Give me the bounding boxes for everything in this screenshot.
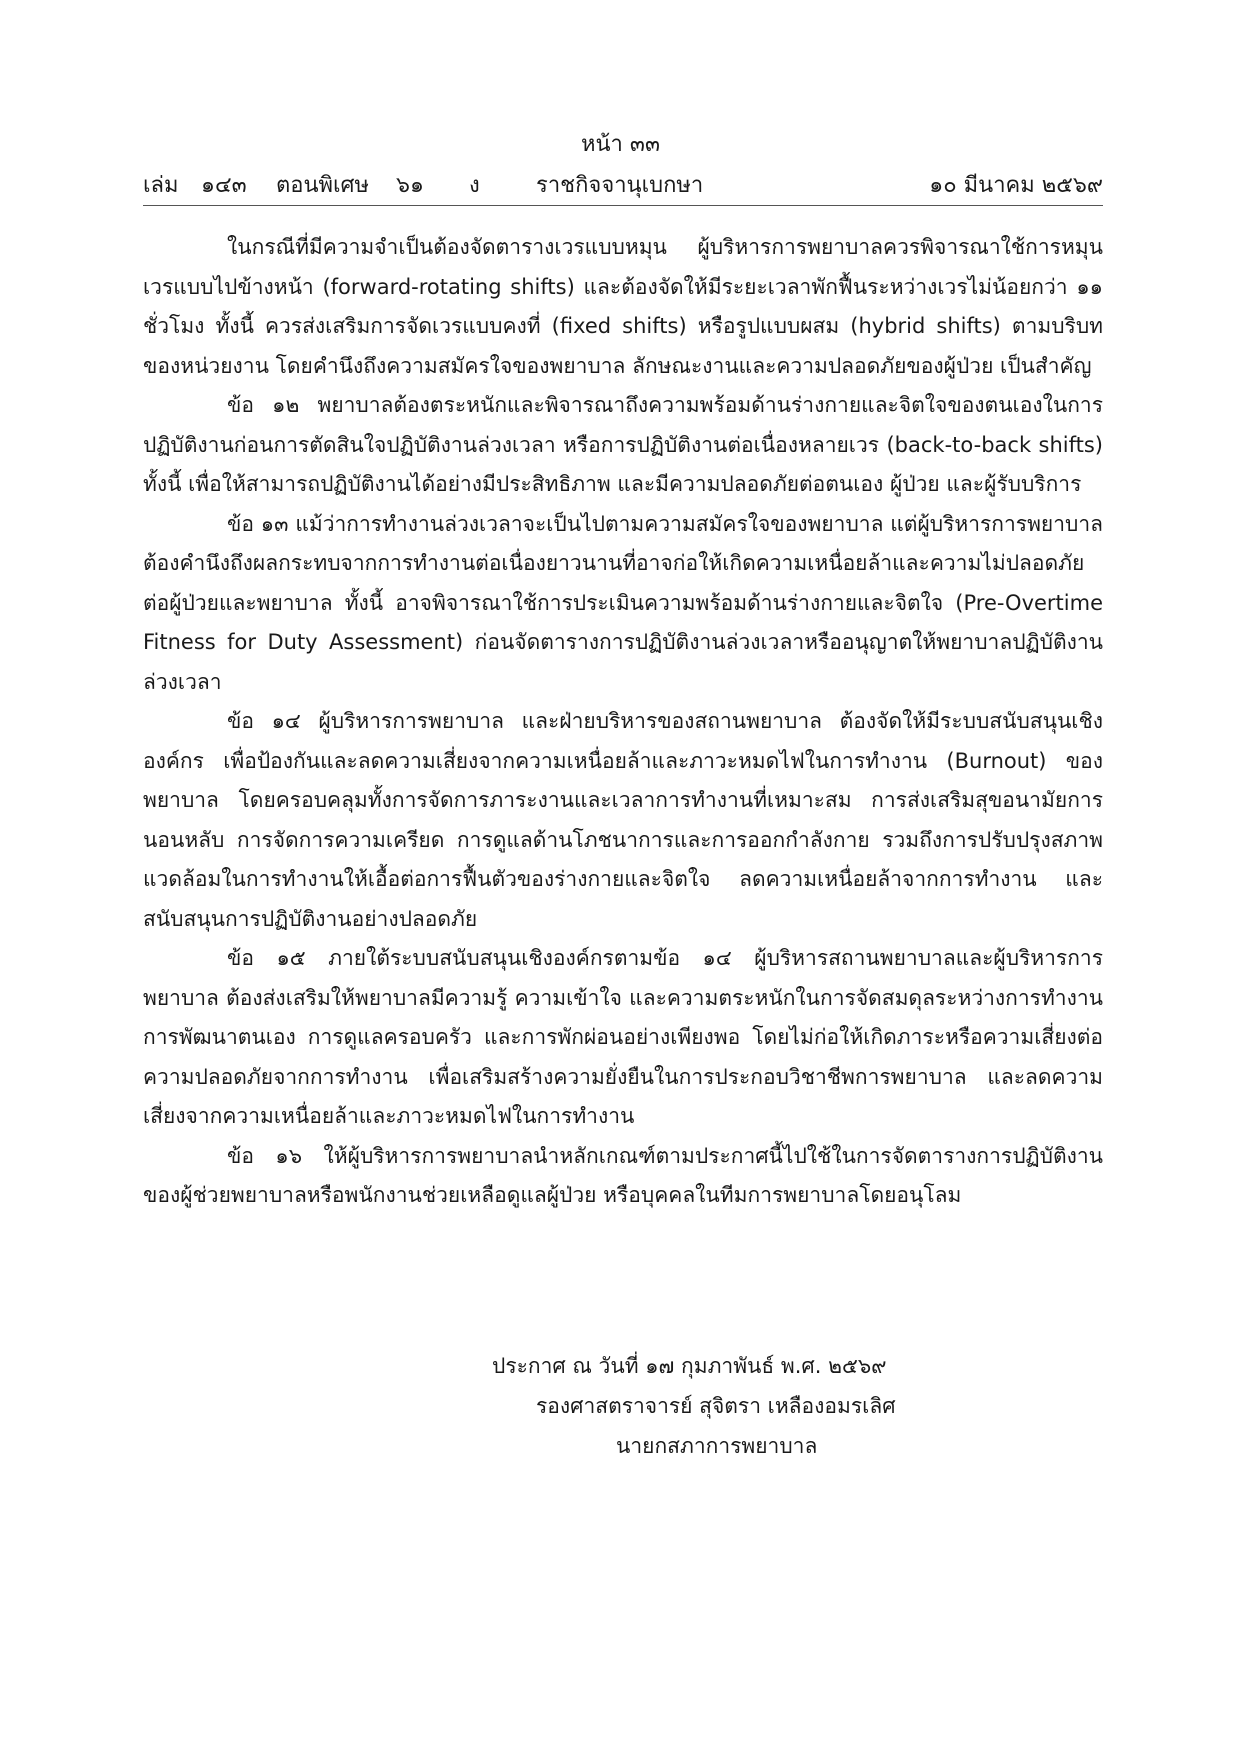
issue-label: ตอนพิเศษ: [276, 173, 370, 198]
paragraph-clause-13: ข้อ ๑๓ แม้ว่าการทำงานล่วงเวลาจะเป็นไปตามความสมัครใจของพยาบาล แต่ผู้บริหารการพยาบาล ต้องคำนึงถึงผลกระทบจากการทำงานต่อเนื่องยาวนานที่อาจก่อให้เกิดความเหนื่อยล้าและความไม่ปลอดภัยต่อผู้ป่วยและพยาบาล ทั้งนี้ อาจพิจารณาใช้การประเมินความพร้อมด้านร่างกายและจิตใจ (Pre-Overtime Fitness for Duty Assessment) ก่อนจัดตารางการปฏิบัติงานล่วงเวลาหรืออนุญาตให้พยาบาลปฏิบัติงานล่วงเวลา: [143, 511, 1103, 694]
announcement-date: ประกาศ ณ วันที่ ๑๗ กุมภาพันธ์ พ.ศ. ๒๕๖๙: [492, 1354, 887, 1378]
signatory-name: รองศาสตราจารย์ สุจิตรา เหลืองอมรเลิศ: [536, 1394, 896, 1418]
paragraph-rotating-shifts: ในกรณีที่มีความจำเป็นต้องจัดตารางเวรแบบหมุน ผู้บริหารการพยาบาลควรพิจารณาใช้การหมุนเวรแบบไปข้างหน้า (forward-rotating shifts) และต้องจัดให้มีระยะเวลาพักฟื้นระหว่างเวรไม่น้อยกว่า ๑๑ ชั่วโมง ทั้งนี้ ควรส่งเสริมการจัดเวรแบบคงที่ (fixed shifts) หรือรูปแบบผสม (hybrid shifts) ตามบริบทของหน่วยงาน โดยคำนึงถึงความสมัครใจของพยาบาล ลักษณะงานและความปลอดภัยของผู้ป่วย เป็นสำคัญ: [143, 235, 1103, 378]
signatory-title: นายกสภาการพยาบาล: [616, 1434, 818, 1458]
paragraph-clause-16: ข้อ ๑๖ ให้ผู้บริหารการพยาบาลนำหลักเกณฑ์ตามประกาศนี้ไปใช้ในการจัดตารางการปฏิบัติงานของผู้ช่วยพยาบาลหรือพนักงานช่วยเหลือดูแลผู้ป่วย หรือบุคคลในทีมการพยาบาลโดยอนุโลม: [143, 1143, 1103, 1207]
issue-number: ๖๑: [396, 173, 424, 198]
volume-number: ๑๔๓: [201, 173, 247, 198]
signature-block: [440, 1346, 1000, 1466]
paragraph-clause-12: ข้อ ๑๒ พยาบาลต้องตระหนักและพิจารณาถึงความพร้อมด้านร่างกายและจิตใจของตนเองในการปฏิบัติงานก่อนการตัดสินใจปฏิบัติงานล่วงเวลา หรือการปฏิบัติงานต่อเนื่องหลายเวร (back-to-back shifts) ทั้งนี้ เพื่อให้สามารถปฏิบัติงานได้อย่างมีประสิทธิภาพ และมีความปลอดภัยต่อตนเอง ผู้ป่วย และผู้รับบริการ: [143, 393, 1103, 496]
page-number: หน้า ๓๓: [581, 132, 660, 157]
paragraph-clause-14: ข้อ ๑๔ ผู้บริหารการพยาบาล และฝ่ายบริหารของสถานพยาบาล ต้องจัดให้มีระบบสนับสนุนเชิงองค์กร เพื่อป้องกันและลดความเสี่ยงจากความเหนื่อยล้าและภาวะหมดไฟในการทำงาน (Burnout) ของพยาบาล โดยครอบคลุมทั้งการจัดการภาระงานและเวลาการทำงานที่เหมาะสม การส่งเสริมสุขอนามัยการนอนหลับ การจัดการความเครียด การดูแลด้านโภชนาการและการออกกำลังกาย รวมถึงการปรับปรุงสภาพแวดล้อมในการทำงานให้เอื้อต่อการฟื้นตัวของร่างกายและจิตใจ ลดความเหนื่อยล้าจากการทำงาน และสนับสนุนการปฏิบัติงานอย่างปลอดภัย: [143, 709, 1103, 931]
gazette-name: ราชกิจจานุเบกษา: [536, 173, 704, 198]
volume-label: เล่ม: [143, 173, 179, 198]
document-body: [143, 228, 1103, 1216]
issue-section: ง: [469, 173, 480, 198]
paragraph-clause-15: ข้อ ๑๕ ภายใต้ระบบสนับสนุนเชิงองค์กรตามข้อ ๑๔ ผู้บริหารสถานพยาบาลและผู้บริหารการพยาบาล ต้องส่งเสริมให้พยาบาลมีความรู้ ความเข้าใจ และความตระหนักในการจัดสมดุลระหว่างการทำงาน การพัฒนาตนเอง การดูแลครอบครัว และการพักผ่อนอย่างเพียงพอ โดยไม่ก่อให้เกิดภาระหรือความเสี่ยงต่อความปลอดภัยจากการทำงาน เพื่อเสริมสร้างความยั่งยืนในการประกอบวิชาชีพการพยาบาล และลดความเสี่ยงจากความเหนื่อยล้าและภาวะหมดไฟในการทำงาน: [143, 946, 1103, 1128]
header-rule: [143, 205, 1103, 206]
gazette-date: ๑๐ มีนาคม ๒๕๖๙: [929, 173, 1103, 198]
gazette-header: [143, 170, 1103, 202]
